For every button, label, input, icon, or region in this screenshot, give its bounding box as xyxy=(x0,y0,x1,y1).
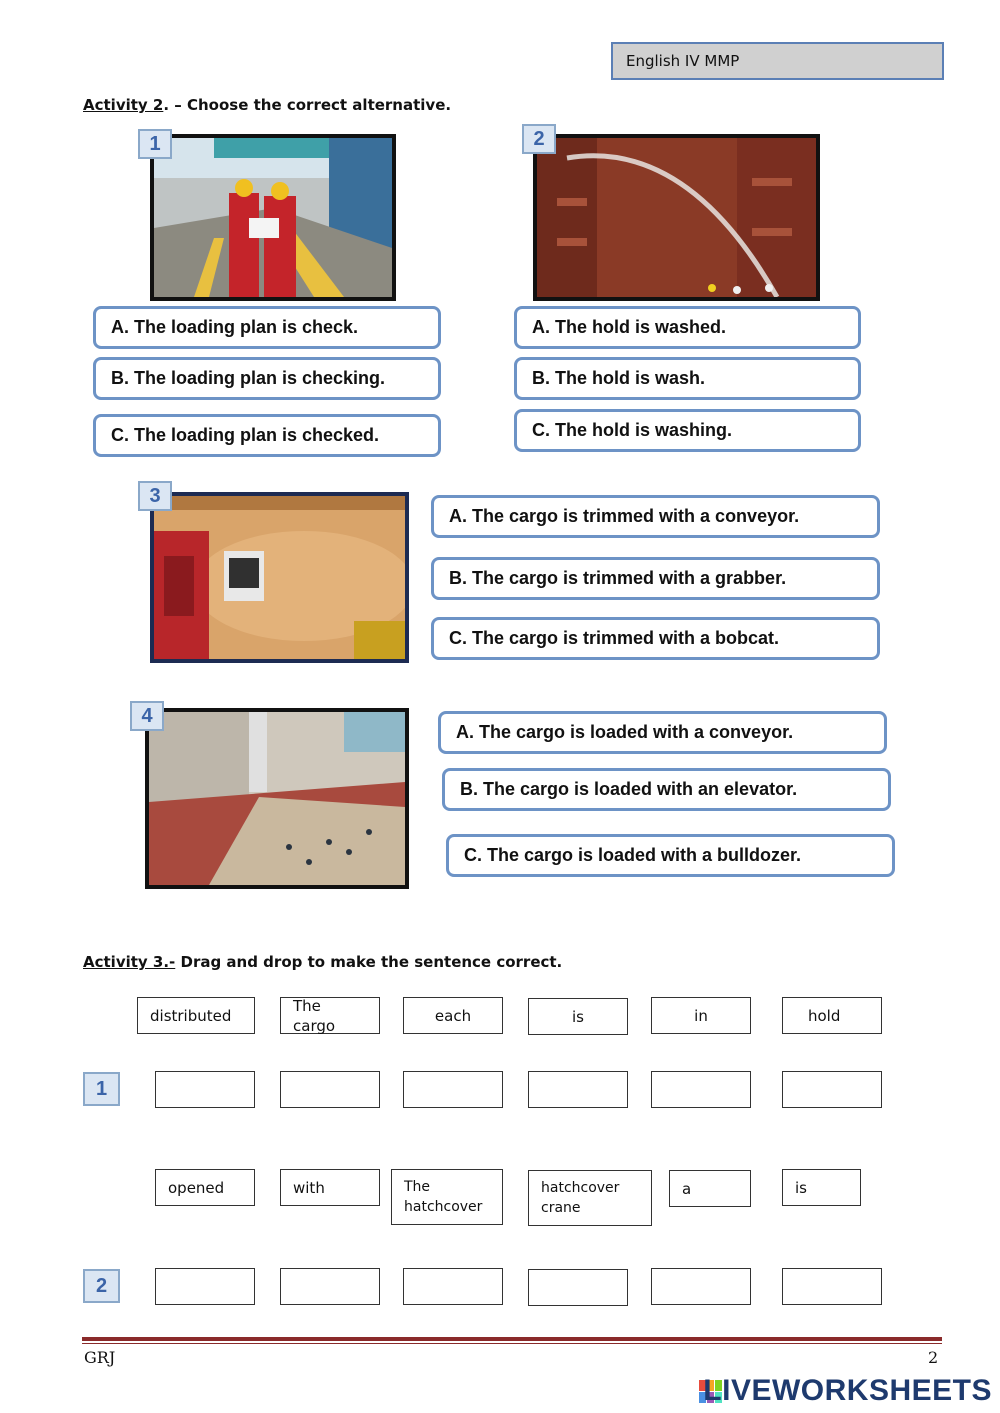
word-tile[interactable]: distributed xyxy=(137,997,255,1034)
word-tile[interactable]: is xyxy=(782,1169,861,1206)
q1-option-c[interactable]: C. The loading plan is checked. xyxy=(93,414,441,457)
activity-2-instruction: . – Choose the correct alternative. xyxy=(163,96,452,114)
q4-option-c[interactable]: C. The cargo is loaded with a bulldozer. xyxy=(446,834,895,877)
q1-option-b[interactable]: B. The loading plan is checking. xyxy=(93,357,441,400)
question-3-badge: 3 xyxy=(138,481,172,511)
drop-slot[interactable] xyxy=(280,1071,380,1108)
drop-slot[interactable] xyxy=(651,1071,751,1108)
photo-port-workers xyxy=(150,134,396,301)
drop-slot[interactable] xyxy=(403,1268,503,1305)
course-header: English IV MMP xyxy=(611,42,944,80)
photo-bobcat-hold xyxy=(150,492,409,663)
word-tile[interactable]: opened xyxy=(155,1169,255,1206)
q2-option-c[interactable]: C. The hold is washing. xyxy=(514,409,861,452)
word-tile[interactable]: The cargo xyxy=(280,997,380,1034)
word-tile[interactable]: each xyxy=(403,997,503,1034)
question-4-badge: 4 xyxy=(130,701,164,731)
word-tile[interactable]: in xyxy=(651,997,751,1034)
word-tile[interactable]: hatchcover crane xyxy=(528,1170,652,1226)
activity-3-label: Activity 3.- xyxy=(83,953,176,971)
word-tile[interactable]: is xyxy=(528,998,628,1035)
q2-option-b[interactable]: B. The hold is wash. xyxy=(514,357,861,400)
footer-rule-thin xyxy=(82,1343,942,1344)
drop-slot[interactable] xyxy=(403,1071,503,1108)
q1-option-a[interactable]: A. The loading plan is check. xyxy=(93,306,441,349)
q4-option-b[interactable]: B. The cargo is loaded with an elevator. xyxy=(442,768,891,811)
page-number: 2 xyxy=(928,1348,939,1367)
footer-rule xyxy=(82,1337,942,1341)
bobcat-hold-image xyxy=(154,496,405,659)
word-tile[interactable]: a xyxy=(669,1170,751,1207)
drop-slot[interactable] xyxy=(155,1071,255,1108)
drop-slot[interactable] xyxy=(651,1268,751,1305)
q2-option-a[interactable]: A. The hold is washed. xyxy=(514,306,861,349)
question-1-badge: 1 xyxy=(138,129,172,159)
q3-option-b[interactable]: B. The cargo is trimmed with a grabber. xyxy=(431,557,880,600)
sentence-1-badge: 1 xyxy=(83,1072,120,1106)
drop-slot[interactable] xyxy=(782,1071,882,1108)
activity-3-instruction: Drag and drop to make the sentence correct. xyxy=(175,953,563,971)
q3-option-a[interactable]: A. The cargo is trimmed with a conveyor. xyxy=(431,495,880,538)
activity-2-title xyxy=(83,96,451,114)
question-2-badge: 2 xyxy=(522,124,556,154)
port-workers-image xyxy=(154,138,392,297)
word-tile[interactable]: with xyxy=(280,1169,380,1206)
grain-loading-image xyxy=(149,712,405,885)
footer-initials: GRJ xyxy=(84,1348,116,1367)
q3-option-c[interactable]: C. The cargo is trimmed with a bobcat. xyxy=(431,617,880,660)
word-tile[interactable]: The hatchcover xyxy=(391,1169,503,1225)
drop-slot[interactable] xyxy=(280,1268,380,1305)
drop-slot[interactable] xyxy=(782,1268,882,1305)
drop-slot[interactable] xyxy=(155,1268,255,1305)
activity-3-title xyxy=(83,953,562,971)
liveworksheets-brand[interactable]: LIVEWORKSHEETS xyxy=(703,1374,992,1407)
hold-washing-image xyxy=(537,138,816,297)
activity-2-label: Activity 2 xyxy=(83,96,164,114)
sentence-2-badge: 2 xyxy=(83,1269,120,1303)
drop-slot[interactable] xyxy=(528,1269,628,1306)
word-tile[interactable]: hold xyxy=(782,997,882,1034)
q4-option-a[interactable]: A. The cargo is loaded with a conveyor. xyxy=(438,711,887,754)
photo-hold-washing xyxy=(533,134,820,301)
drop-slot[interactable] xyxy=(528,1071,628,1108)
photo-grain-loading xyxy=(145,708,409,889)
